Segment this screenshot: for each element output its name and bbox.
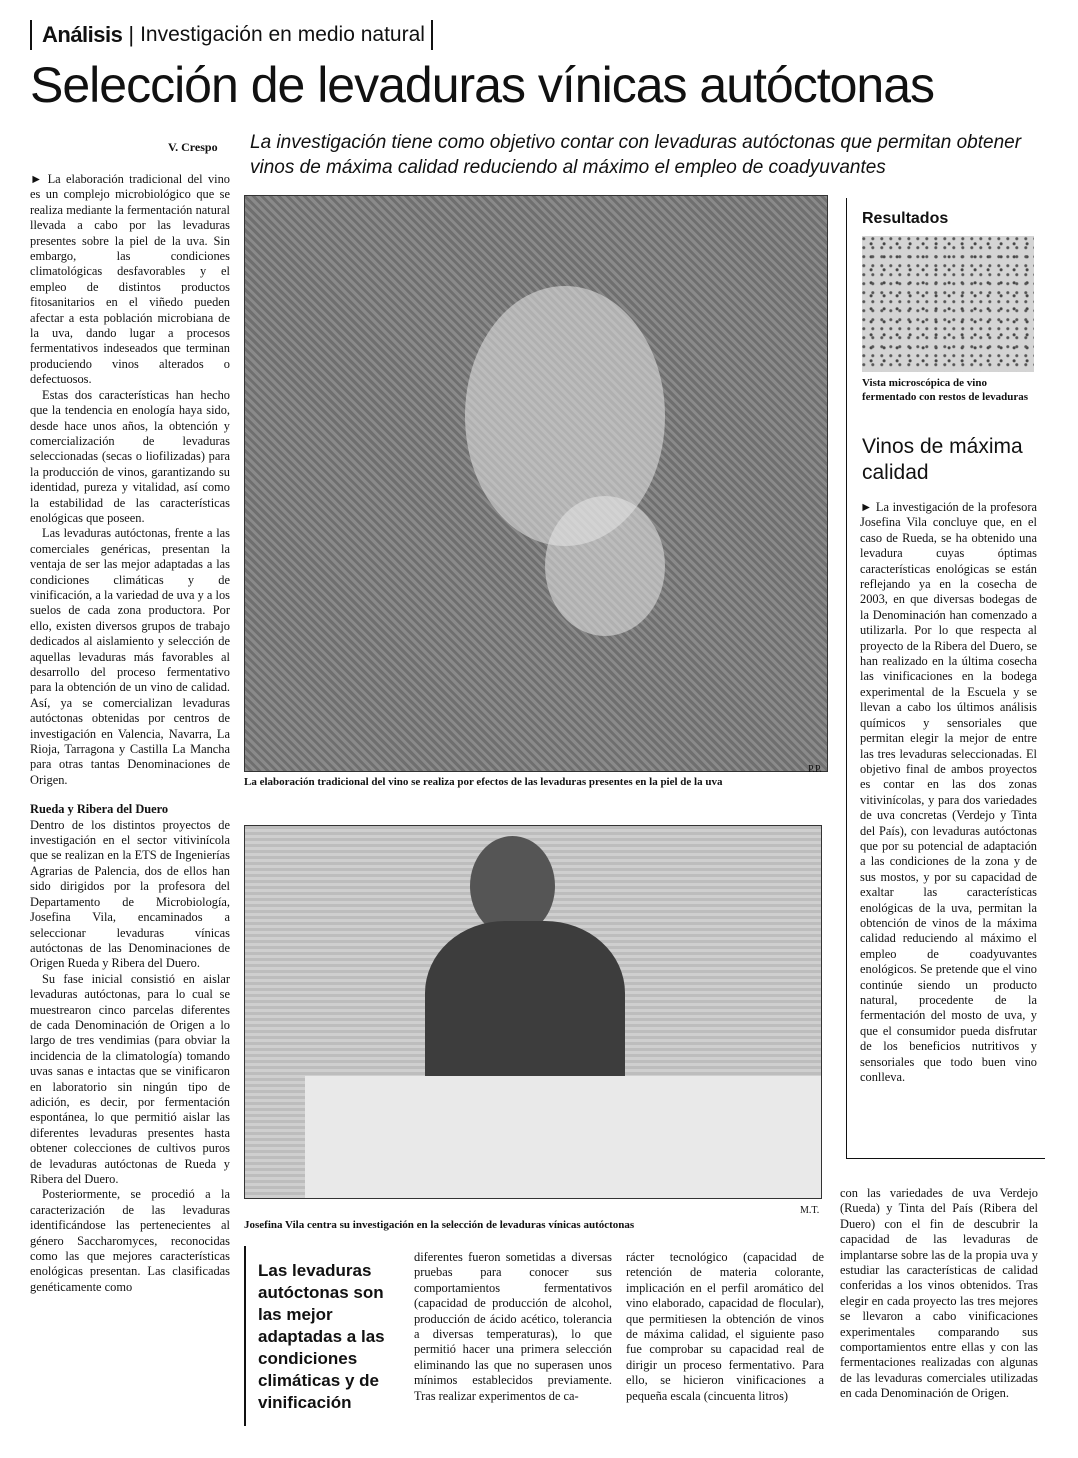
paragraph: ► La elaboración tradicional del vino es un complejo microbiológico que se realiza mediante la fermentación natural llevada a cabo por las levaduras presentes sobre la piel de la uva. Sin embargo, las condiciones climatológicas desfavorables y el empleo de distintos productos fitosanitarios en el viñedo pueden afectar a esta población microbiana de la uva, dando lugar a procesos fermentativos indeseados que terminan produciendo vinos alterados o defectuosos.: [30, 172, 230, 387]
article-headline: Selección de levaduras vínicas autóctonas: [30, 57, 935, 113]
paragraph: con las variedades de uva Verdejo (Rueda) y Tinta del País (Ribera del Duero) con el fin de descubrir la capacidad de las levaduras de implantarse sobre las de la propia uva y estudiar las características de calidad conferidas a los vinos obtenidos. Tras elegir en cada proyecto las tres mejores se llevaron a cabo vinificaciones experimentales comparando sus comportamientos entre ellas y con las fermentaciones realizadas con algunas de las levaduras comerciales utilizadas en cada Denominación de Origen.: [840, 1186, 1038, 1401]
header-separator: |: [128, 22, 135, 47]
paragraph: Su fase inicial consistió en aislar levaduras autóctonas, para lo cual se muestrearon cinco parcelas diferentes de cada Denominación de Origen a lo largo de tres vendimias (para obviar la incidencia de la climatología) tomando uvas sanas e intactas que se vinificaron en laboratorio sin ningún tipo de adición, es decir, por fermentación espontánea, lo que permitió aislar las diferentes levaduras presentes hasta obtener colecciones de cultivos puros de levaduras autóctonas de Rueda y Ribera del Duero.: [30, 971, 230, 1186]
paragraph: Posteriormente, se procedió a la caracterización de las levaduras identificándose las pertenecientes al género Saccharomyces, reconocidas como las que mejores características enológicas presentan. Las clasificadas genéticamente como: [30, 1187, 230, 1294]
grapes-photo: [244, 195, 828, 772]
photo-caption: La elaboración tradicional del vino se realiza por efectos de las levaduras presentes en la piel de la uva: [244, 776, 723, 788]
sidebar-body: [860, 500, 1037, 1085]
section-subtitle: Investigación en medio natural: [140, 23, 425, 46]
photo-caption: Josefina Vila centra su investigación en la selección de levaduras vínicas autóctonas: [244, 1219, 635, 1231]
paragraph: Las levaduras autóctonas, frente a las comerciales genéricas, presentan la ventaja de ser las mejor adaptadas a las condiciones climáticas y de vinificación, a la variedad de uva y a los suelos de cada zona productora. Por ello, existen diversos grupos de trabajo dedicados al aislamiento y selección de aquellas levaduras más favorables al desarrollo del proceso fermentativo para la obtención de un vino de calidad. Así, ya se comercializan levaduras autóctonas obtenidas por centros de investigación en Valencia, Navarra, La Rioja, Tarragona y Castilla La Mancha para otras tantas Denominaciones de Origen.: [30, 526, 230, 787]
pull-quote: Las levaduras autóctonas son las mejor adaptadas a las condiciones climáticas y de vinificación: [258, 1261, 385, 1412]
header-bar-right: [431, 20, 433, 50]
sidebar-subhead: Vinos de máxima calidad: [862, 435, 1023, 484]
body-column-4: [840, 1186, 1038, 1402]
desk-shape: [305, 1076, 822, 1198]
body-column-1: [30, 172, 230, 1295]
person-body-shape: [425, 921, 625, 1101]
header-bar-left: [30, 20, 32, 50]
pull-quote-rule: [244, 1246, 246, 1426]
photo-credit: M.T.: [800, 1205, 820, 1216]
paragraph: Dentro de los distintos proyectos de investigación en el sector vitivinícola que se realizan en la ETS de Ingenierías Agrarias de Palencia, dos de ellos han sido dirigidos por la profesora del Departamento de Microbiología, Josefina Vila, encaminados a seleccionar levaduras vínicas autóctonas de las Denominaciones de Origen Rueda y Ribera del Duero.: [30, 817, 230, 971]
paragraph: Estas dos características han hecho que la tendencia en enología haya sido, desde hace unos años, la obtención y comercialización de levaduras seleccionadas (secas o liofilizadas) para la producción de vinos, garantizando su identidad, pureza y vitalidad, así como la estabilidad de las características enológicas que poseen.: [30, 387, 230, 525]
paragraph: diferentes fueron sometidas a diversas pruebas para conocer sus comportamientos fermentativos (capacidad de producción de alcohol, producción de ácido acético, tolerancia a diversas temperaturas), lo que permitió hacer una primera selección eliminando las que no superasen unos mínimos establecidos previamente. Tras realizar experimentos de ca-: [414, 1250, 612, 1403]
photo-credit: P.P.: [808, 764, 822, 775]
paragraph: rácter tecnológico (capacidad de retención de materia colorante, implicación en el perfil aromático del vino elaborado, capacidad de flocular), que permitiesen la obtención de vinos de máxima calidad, el siguiente paso fue comprobar su capacidad real de dirigir un proceso fermentativo. Para ello, se hicieron vinificaciones a pequeña escala (cincuenta litros): [626, 1250, 824, 1403]
article-deck: La investigación tiene como objetivo contar con levaduras autóctonas que permitan obtener vinos de máxima calidad reduciendo al máximo el empleo de coadyuvantes: [250, 132, 1022, 178]
microscope-caption: Vista microscópica de vino fermentado con restos de levaduras: [862, 377, 1028, 403]
portrait-photo: [244, 825, 822, 1199]
body-column-2: [414, 1250, 612, 1404]
subheading: Rueda y Ribera del Duero: [30, 802, 169, 817]
sidebar-title: Resultados: [862, 210, 949, 227]
body-column-3: [626, 1250, 824, 1404]
section-kicker: Análisis: [42, 22, 123, 47]
byline: V. Crespo: [168, 140, 218, 154]
section-header: [30, 18, 433, 52]
microscope-image: [862, 236, 1034, 372]
grape-cluster-shape: [545, 496, 665, 636]
paragraph: ► La investigación de la profesora Josefina Vila concluye que, en el caso de Rueda, se ha obtenido una levadura cuyas óptimas características enológicas se están reflejando ya en la cosecha de 2003, en que diversas bodegas de la Denominación han comenzado a utilizarla. Por lo que respecta al proyecto de la Ribera del Duero, se han realizado en la última cosecha las vinificaciones en la bodega experimental de la Escuela y se llevan a cabo los últimos análisis químicos y sensoriales que permitan elegir la mejor de entre las tres levaduras seleccionadas. El objetivo final de ambos proyectos es contar en las dos zonas vitivinícolas, y para dos variedades de uva concretas (Verdejo y Tinta del País), con levaduras autóctonas que por su potencial de adaptación a las condiciones de la zona y de sus mostos, y por su capacidad de exaltar las características enológicas de la uva, permitan la obtención de vinos de la máxima calidad reduciendo al máximo el empleo de coadyuvantes enológicos. Se pretende que el vino continúe siendo un producto natural, procedente de la fermentación del mosto de uva, y que el consumidor pueda disfrutar de los beneficios nutritivos y sensoriales que todo buen vino conlleva.: [860, 500, 1037, 1085]
